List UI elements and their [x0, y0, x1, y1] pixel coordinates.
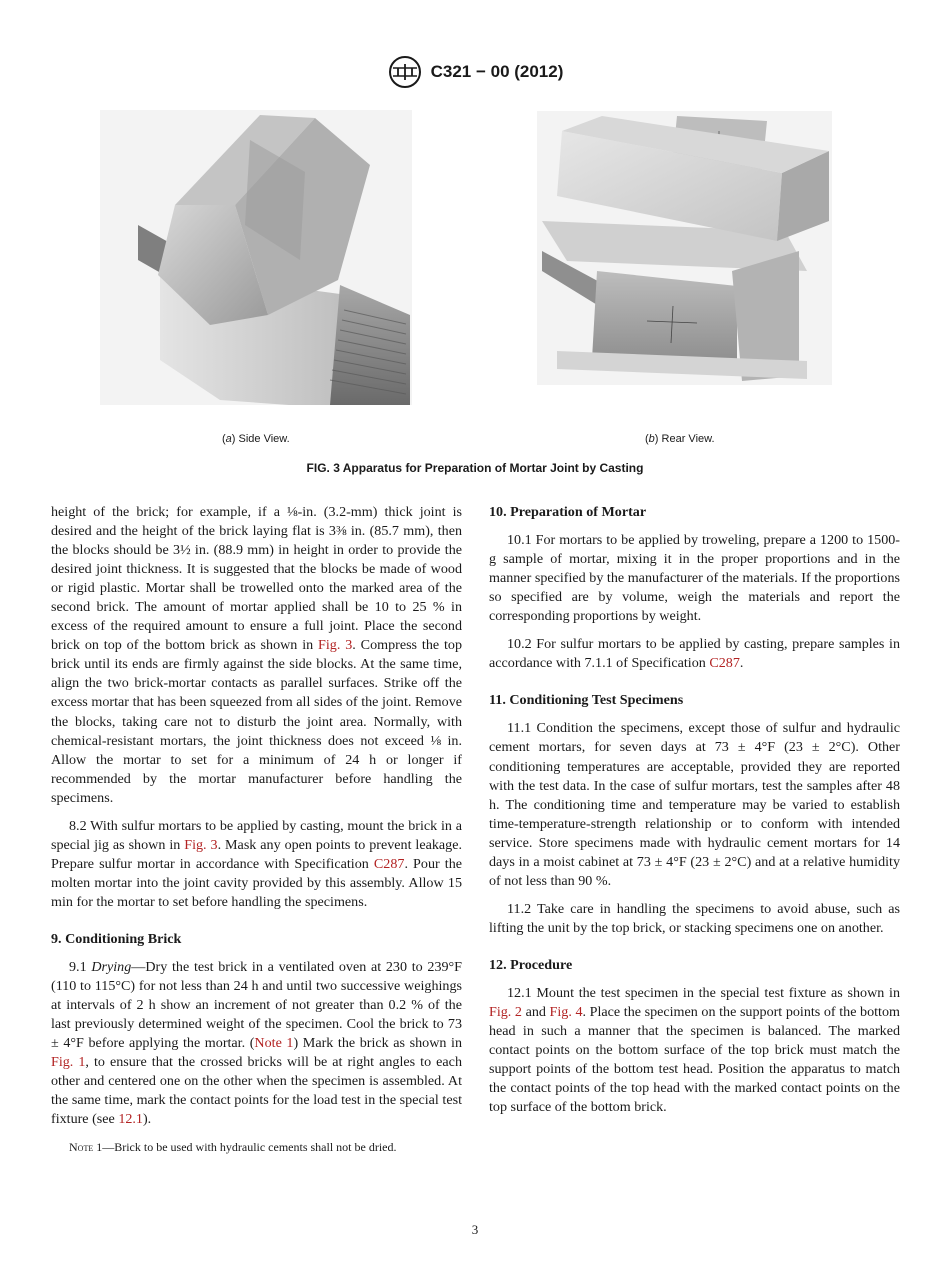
paragraph-11-2: 11.2 Take care in handling the specimens to avoid abuse, such as lifting the unit by the top brick, or stacking specimens one on another.: [489, 900, 900, 936]
section-heading-9: 9. Conditioning Brick: [51, 930, 182, 947]
link-fig-1[interactable]: Fig. 1: [51, 1054, 86, 1071]
figure-caption-a: (a) Side View.: [222, 433, 290, 445]
right-column: [489, 503, 900, 1126]
note-1: Note 1—Brick to be used with hydraulic cements shall not be dried.: [69, 1140, 397, 1155]
figure-photo-rear-view: [537, 111, 832, 385]
figure-photo-side-view: [100, 110, 412, 405]
link-12-1[interactable]: 12.1: [118, 1111, 143, 1128]
left-column: [51, 503, 462, 1167]
paragraph-8-1-continued: height of the brick; for example, if a ⅛-in. (3.2-mm) thick joint is desired and the height of the brick laying flat is 3⅜ in. (85.7 mm), then the blocks should be 3½ in. (88.9 mm) in height in order to provide the desired joint thickness. It is suggested that the blocks be made of wood or rigid plastic. Mortar shall be trowelled onto the marked area of the second brick. The amount of mortar applied shall be 10 to 25 % in excess of the required amount to ensure a full joint. Place the second brick on top of the bottom brick as shown in Fig. 3. Compress the top brick until its ends are firmly against the side blocks. At the same time, align the two brick-mortar contacts as parallel surfaces. Strike off the excess mortar that has been squeezed from all sides of the joint. Remove the blocks, taking care not to disturb the joint area. Normally, with chemical-resistant mortars, the joint thickness does not exceed ⅛ in. Allow the mortar to set for a minimum of 24 h or longer if recommended by the mortar manufacturer before handling the specimens.: [51, 504, 462, 806]
figure-title: FIG. 3 Apparatus for Preparation of Mortar Joint by Casting: [306, 461, 644, 475]
link-fig-3[interactable]: Fig. 3: [318, 637, 353, 654]
paragraph-10-2: 10.2 For sulfur mortars to be applied by casting, prepare samples in accordance with 7.1.1 of Specification C287.: [489, 636, 900, 672]
link-c287[interactable]: C287: [709, 655, 740, 672]
paragraph-9-1: 9.1 Drying—Dry the test brick in a ventilated oven at 230 to 239°F (110 to 115°C) for not less than 24 h and until two successive weighings at intervals of 2 h show an increment of not greater than 0.2 % of the last previously determined weight of the specimen. Cool the brick to 73 ± 4°F before applying the mortar. (Note 1) Mark the brick as shown in Fig. 1, to ensure that the crossed bricks will be at right angles to each other and centered one on the other when the specimen is assembled. At the same time, mark the contact points for the load test in the special test fixture (see 12.1).: [51, 959, 463, 1128]
astm-logo-icon: [387, 55, 423, 89]
figure-caption-b: (b) Rear View.: [645, 433, 715, 445]
paragraph-10-1: 10.1 For mortars to be applied by troweling, prepare a 1200 to 1500-g sample of mortar, mixing it in the proper proportions and in the manner specified by the manufacturer of the materials. If the proportions so specified are by volume, weigh the materials and report the corresponding proportions by weight.: [489, 532, 900, 625]
link-note-1[interactable]: Note 1: [254, 1035, 294, 1052]
page-number: 3: [471, 1222, 479, 1237]
paragraph-11-1: 11.1 Condition the specimens, except those of sulfur and hydraulic cement mortars, for seven days at 73 ± 4°F (23 ± 2°C). Other conditioning temperatures are acceptable, provided they are reported with the test data. In the case of sulfur mortars, test the samples after 48 h. The conditioning time and temperature may be varied to establish time-temperature-strength relationship or to conform with intended service. Store specimens made with hydraulic cement mortars for 14 days in a moist cabinet at 73 ± 4°F (23 ± 2°C) and at a relative humidity of not less than 90 %.: [489, 720, 900, 889]
section-heading-10: 10. Preparation of Mortar: [489, 504, 647, 520]
link-c287[interactable]: C287: [373, 855, 405, 872]
section-heading-12: 12. Procedure: [489, 956, 573, 973]
link-fig-4[interactable]: Fig. 4: [549, 1004, 583, 1021]
standard-designation: C321 − 00 (2012): [430, 62, 564, 81]
page-header: [0, 55, 950, 94]
section-heading-11: 11. Conditioning Test Specimens: [489, 692, 684, 709]
link-fig-3[interactable]: Fig. 3: [184, 836, 218, 853]
paragraph-8-2: 8.2 With sulfur mortars to be applied by casting, mount the brick in a special jig as shown in Fig. 3. Mask any open points to prevent leakage. Prepare sulfur mortar in accordance with Specification C287. Pour the molten mortar into the joint cavity provided by this assembly. Allow 15 min for the mortar to set before handling the specimens.: [51, 817, 462, 910]
paragraph-12-1: 12.1 Mount the test specimen in the special test fixture as shown in Fig. 2 and Fig. 4. Place the specimen on the support points of the bottom head in such a manner that the specimen is balanced. The marked contact points on the bottom surface of the top brick must match the support points of the bottom test head. Position the apparatus to match the contact points of the top head with the marked contact points on the top surface of the bottom brick.: [489, 984, 900, 1116]
link-fig-2[interactable]: Fig. 2: [489, 1004, 522, 1021]
